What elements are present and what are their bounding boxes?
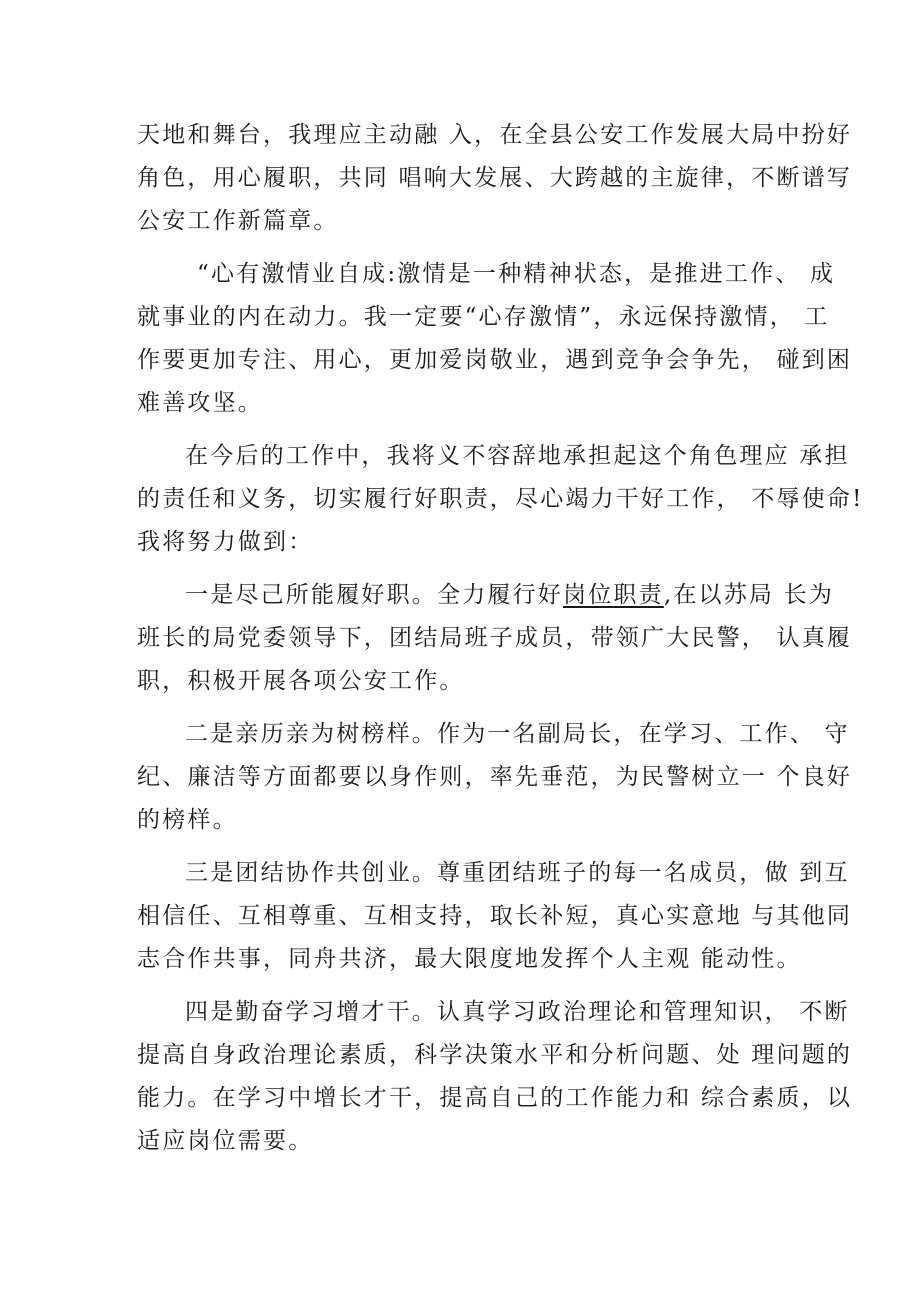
text-line: 角色，用心履职，共同 唱响大发展、大跨越的主旋律，不断谱写 [137, 165, 853, 191]
text-line: 难善攻坚。 [137, 390, 263, 416]
text-line: 职，积极开展各项公安工作。 [137, 668, 465, 694]
text-line: 我将努力做到： [137, 529, 314, 555]
text-line: 适应岗位需要。 [137, 1128, 314, 1154]
paragraph-3 [137, 435, 864, 564]
text-line: 四是勤奋学习增才干。认真学习政治理论和管理知识， 不断 [185, 999, 850, 1025]
text-line: 就事业的内在动力。我一定要“心存激情”，永远保持激情， 工 [137, 304, 830, 330]
text-line: “心有激情业自成:激情是一种精神状态，是推进工作、 成 [197, 261, 836, 287]
text-line: 作要更加专注、用心，更加爱岗敬业，遇到竞争会争先， 碰到困 [137, 347, 853, 373]
text-line: 的责任和义务，切实履行好职责，尽心竭力干好工作， 不辱使命! [137, 486, 864, 512]
paragraph-1 [137, 114, 853, 243]
text-line: 班长的局党委领导下，团结局班子成员，带领广大民警， 认真履 [137, 625, 853, 651]
paragraph-5 [137, 713, 853, 842]
text-segment: 一是尽己所能履好职。全力履行好 [185, 582, 563, 608]
text-line: 天地和舞台，我理应主动融 入，在全县公安工作发展大局中扮好 [137, 122, 853, 148]
text-line: 的榜样。 [137, 807, 238, 833]
paragraph-7 [137, 991, 853, 1163]
text-line: 三是团结协作共创业。尊重团结班子的每一名成员，做 到互 [185, 860, 850, 886]
paragraph-4 [137, 574, 853, 703]
body-text [137, 114, 864, 1173]
text-line: 能力。在学习中增长才干，提高自己的工作能力和 综合素质，以 [137, 1085, 853, 1111]
text-line: 提高自身政治理论素质，科学决策水平和分析问题、处 理问题的 [137, 1042, 853, 1068]
text-line: 在今后的工作中，我将义不容辞地承担起这个角色理应 承担 [185, 443, 850, 469]
text-line: 公安工作新篇章。 [137, 208, 339, 234]
text-line: 相信任、互相尊重、互相支持，取长补短，真心实意地 与其他同 [137, 903, 853, 929]
paragraph-2 [137, 253, 853, 425]
text-segment: ,在以苏局 长为 [663, 582, 835, 608]
job-duty-link[interactable]: 岗位职责 [563, 582, 664, 608]
text-line: 志合作共事，同舟共济，最大限度地发挥个人主观 能动性。 [137, 946, 802, 972]
text-line [137, 574, 835, 617]
text-line: 二是亲历亲为树榜样。作为一名副局长，在学习、工作、 守 [185, 721, 850, 747]
text-line: 纪、廉洁等方面都要以身作则，率先垂范，为民警树立一 个良好 [137, 764, 853, 790]
paragraph-6 [137, 852, 853, 981]
